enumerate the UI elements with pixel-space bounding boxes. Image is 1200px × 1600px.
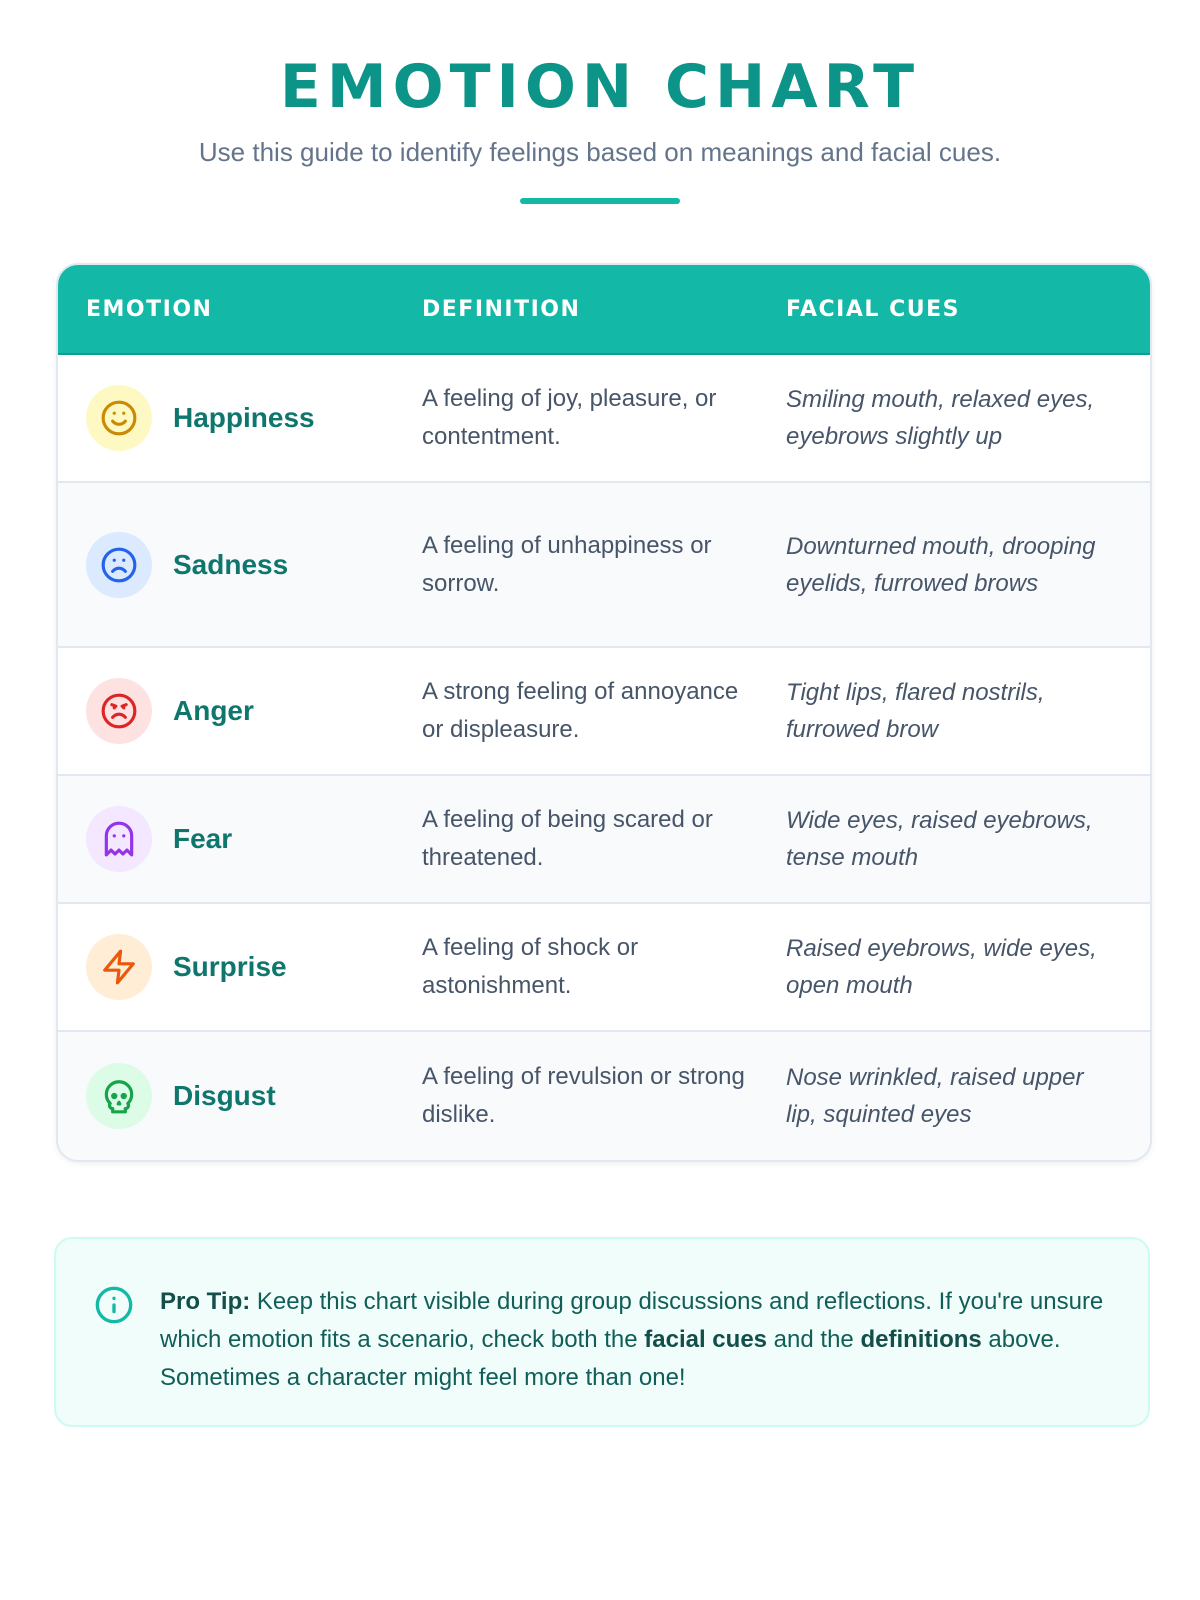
emotion-cell [58,532,422,598]
column-header-definition: DEFINITION [422,296,581,322]
definition-cell: A strong feeling of annoyance or displeasure. [422,678,739,743]
angry-icon [86,678,152,744]
table-row [58,648,1150,776]
pro-tip-text-3: above. Sometimes a character might feel more than one! [160,1326,1061,1391]
table-row [58,904,1150,1032]
emotion-name: Sadness [173,548,289,580]
table-row [58,1032,1150,1160]
pro-tip-text [160,1283,1108,1425]
definition-cell: A feeling of unhappiness or sorrow. [422,531,712,597]
emotion-table [56,263,1152,1162]
ghost-icon [86,806,152,872]
facial-cues-cell: Smiling mouth, relaxed eyes, eyebrows slightly up [786,386,1095,450]
definition-cell: A feeling of being scared or threatened. [422,806,713,871]
column-header-facial-cues: FACIAL CUES [786,296,960,322]
pro-tip-box [54,1237,1150,1427]
pro-tip-label: Pro Tip: [160,1288,251,1315]
pro-tip-bold-facial-cues: facial cues [644,1326,768,1353]
definition-cell: A feeling of joy, pleasure, or contentment. [422,385,717,450]
skull-icon [86,1063,152,1129]
emotion-cell [58,385,422,451]
emotion-name: Anger [173,695,254,726]
page-subtitle: Use this guide to identify feelings based on meanings and facial cues. [198,137,1002,167]
info-icon [94,1285,134,1325]
title-divider [520,198,680,204]
emotion-cell [58,1063,422,1129]
facial-cues-cell: Wide eyes, raised eyebrows, tense mouth [786,807,1093,871]
column-header-emotion: EMOTION [86,296,213,322]
emotion-name: Happiness [173,402,315,433]
emotion-name: Surprise [173,951,287,982]
pro-tip-bold-definitions: definitions [860,1326,982,1353]
emotion-name: Disgust [173,1080,276,1111]
facial-cues-cell: Downturned mouth, drooping eyelids, furrowed brows [786,532,1096,597]
emotion-name: Fear [173,823,233,854]
emotion-cell [58,678,422,744]
pro-tip-text-1: Keep this chart visible during group discussions and reflections. If you're unsure which emotion fits a scenario, check both the [160,1288,1104,1353]
table-row [58,776,1150,904]
emotion-cell [58,934,422,1000]
frown-icon [86,532,152,598]
pro-tip-text-2: and the [767,1326,861,1353]
facial-cues-cell: Nose wrinkled, raised upper lip, squinted eyes [786,1064,1084,1128]
lightning-icon [86,934,152,1000]
table-row [58,483,1150,648]
emotion-cell [58,806,422,872]
table-header [58,265,1150,355]
facial-cues-cell: Raised eyebrows, wide eyes, open mouth [786,935,1097,999]
smile-icon [86,385,152,451]
definition-cell: A feeling of shock or astonishment. [422,934,639,999]
facial-cues-cell: Tight lips, flared nostrils, furrowed brow [786,679,1045,743]
table-row [58,355,1150,483]
definition-cell: A feeling of revulsion or strong dislike. [422,1063,745,1128]
page-title: EMOTION CHART [279,52,921,122]
